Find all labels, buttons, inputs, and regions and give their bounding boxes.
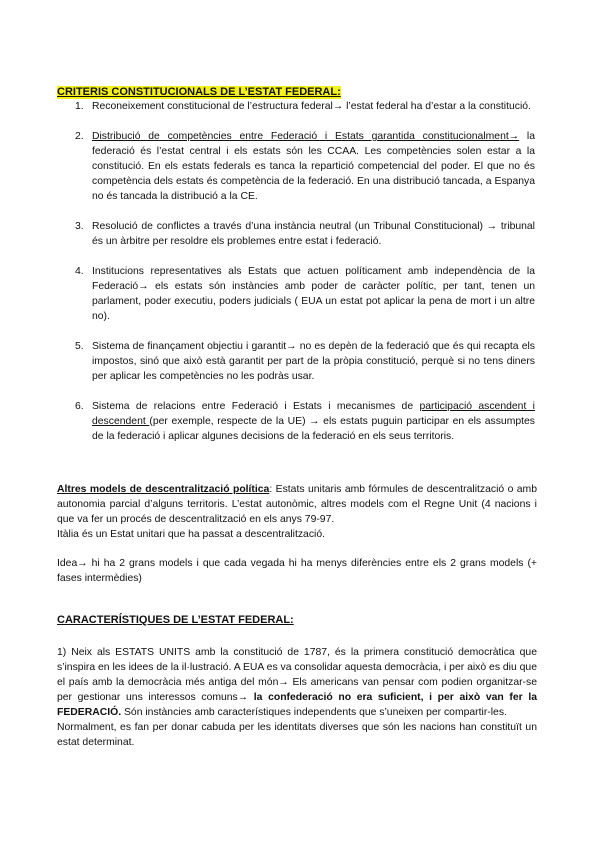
section-heading-criteria: CRITERIS CONSTITUCIONALS DE L’ESTAT FEDERAL: (57, 86, 341, 98)
characteristics-paragraph: 1) Neix als ESTATS UNITS amb la constitució de 1787, és la primera constitució democràtica que s’inspira en les idees de la il·lustració. A EUA es va consolidar aquesta democràcia, i per això es diu que el país amb la democràcia més antiga del món→ Els americans van pensar com podien organitzar-se per gestionar uns interessos comuns→ la confederació no era suficient, i per això van fer la FEDERACIÓ. Són instàncies amb característiques independents que s’uneixen per compartir-les. Normalment, es fan per donar cabuda per les identitats diverses que són les nacions han constituït un estat determinat. (57, 647, 537, 748)
criterion-text-before: Sistema de relacions entre Federació i Estats i mecanismes de (92, 401, 420, 412)
other-models-text: : Estats unitaris amb fórmules de descentralització o amb autonomia parcial d’alguns territoris. L’estat autonòmic, altres models com el Regne Unit (4 nacions i que va fer un procés de descentralització en els anys 79-97. (57, 484, 537, 525)
list-item: 5. Sistema de finançament objectiu i garantit→ no es depèn de la federació que és qui recapta els impostos, sinó que això està garantit per part de la pròpia constitució, perquè si no tens diners per aplicar les competències no les podràs usar. (75, 341, 535, 382)
other-models-paragraph (57, 482, 537, 542)
criterion-text: Institucions representatives als Estats que actuen políticament amb independència de la Federació→ els estats són instàncies amb poder de caràcter polític, per tant, tenen un parlament, poder executiu, poders judicials ( EUA un estat pot aplicar la pena de mort i un altre no). (92, 266, 535, 322)
list-item: 1. Reconeixement constitucional de l’estructura federal→ l’estat federal ha d’estar a la constitució. (75, 101, 531, 112)
criterion-underlined: Distribució de competències entre Federació i Estats garantida constitucionalment→ (92, 131, 520, 142)
other-models-label: Altres models de descentralització política (57, 484, 270, 495)
section-heading-characteristics: CARACTERÍSTIQUES DE L’ESTAT FEDERAL: (57, 614, 294, 626)
criterion-underlined: participació ascendent i descendent (92, 401, 535, 427)
idea-paragraph: Idea→ hi ha 2 grans models i que cada vegada hi ha menys diferències entre els 2 grans models (+ fases intermèdies) (57, 558, 537, 584)
criteria-list (57, 99, 535, 444)
list-item: 2. Distribució de competències entre Federació i Estats garantida constitucionalment→ la federació és l’estat central i els estats són les CCAA. Les competències solen estar a la constitució. En els estats federals es tanca la repartició competencial del poder. El que no és competència dels estats és competència de la federació. En una distribució tancada, a Espanya no és tancada la distribució a la CE. (75, 131, 535, 202)
criterion-text: la federació és l’estat central i els estats són les CCAA. Les competències solen estar a la constitució. En els estats federals es tanca la repartició competencial del poder. El que no és competència dels estats és competència de la federació. En una distribució tancada, a Espanya no és tancada la distribució a la CE. (92, 131, 535, 202)
criterion-text: Resolució de conflictes a través d’una instància neutral (un Tribunal Constitucional) → tribunal és un àrbitre per resoldre els problemes entre estat i federació. (92, 221, 535, 247)
criterion-text: Reconeixement constitucional de l’estructura federal→ l’estat federal ha d’estar a la constitució. (92, 101, 531, 112)
list-item: 4. Institucions representatives als Estats que actuen políticament amb independència de la Federació→ els estats són instàncies amb poder de caràcter polític, per tant, tenen un parlament, poder executiu, poders judicials ( EUA un estat pot aplicar la pena de mort i un altre no). (75, 266, 535, 322)
characteristics-bold: la confederació no era suficient, i per això van fer la FEDERACIÓ. (57, 692, 537, 718)
list-item: 3. Resolució de conflictes a través d’una instància neutral (un Tribunal Constitucional) → tribunal és un àrbitre per resoldre els problemes entre estat i federació. (75, 221, 535, 247)
criterion-text: Sistema de finançament objectiu i garantit→ no es depèn de la federació que és qui recapta els impostos, sinó que això està garantit per part de la pròpia constitució, perquè si no tens diners per aplicar les competències no les podràs usar. (92, 341, 535, 382)
other-models-line2: Itàlia és un Estat unitari que ha passat a descentralització. (57, 529, 326, 540)
list-item: 6. Sistema de relacions entre Federació i Estats i mecanismes de participació ascendent i descendent (per exemple, respecte de la UE) → els estats puguin participar en els assumptes de la federació i aplicar algunes decisions de la federació en els seus territoris. (75, 401, 535, 442)
criterion-text: (per exemple, respecte de la UE) → els estats puguin participar en els assumptes de la federació i aplicar algunes decisions de la federació en els seus territoris. (92, 416, 535, 442)
characteristics-line2: Normalment, es fan per donar cabuda per les identitats diverses que són les nacions han constituït un estat determinat. (57, 722, 537, 748)
